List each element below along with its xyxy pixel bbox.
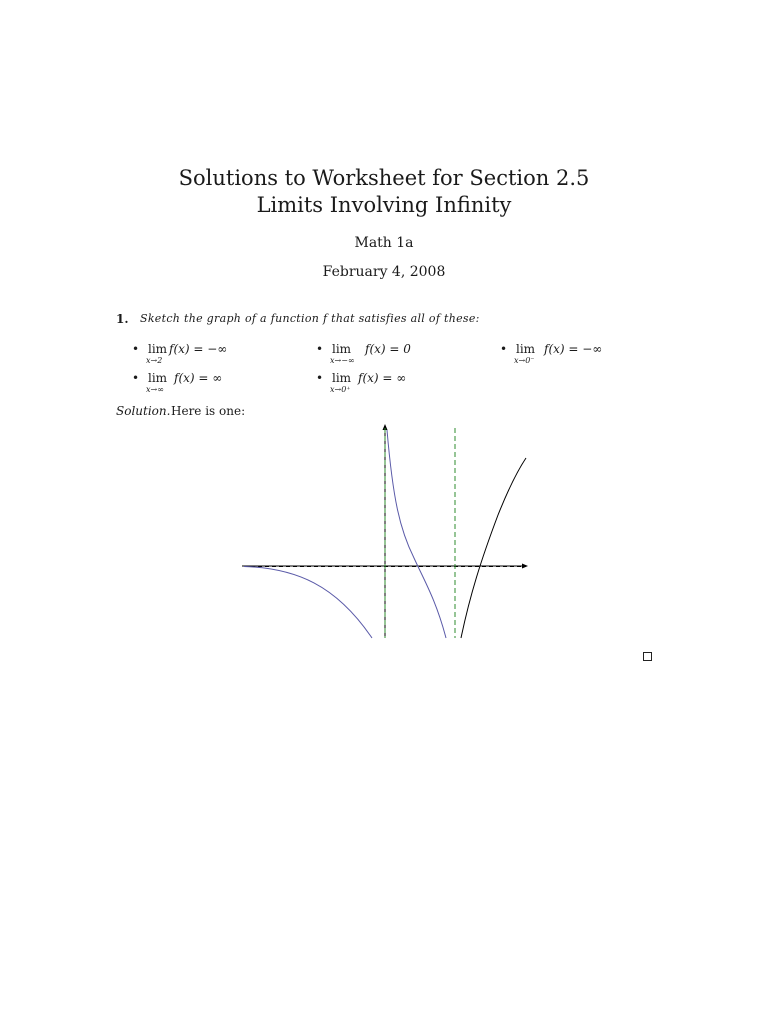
lim-operator: lim (516, 342, 536, 356)
bullet-marker: • (316, 342, 324, 356)
lim-operator: lim (332, 371, 352, 385)
solution-label: Solution. (116, 404, 171, 418)
bullet-marker: • (132, 371, 140, 385)
limit-expression: f(x) = −∞ (544, 342, 603, 356)
document-title: Solutions to Worksheet for Section 2.5 (178, 166, 590, 190)
lim-operator: lim (148, 342, 168, 356)
course-name: Math 1a (354, 235, 414, 251)
problem-number: 1. (116, 312, 129, 326)
document-date: February 4, 2008 (322, 264, 446, 280)
bullet-marker: • (316, 371, 324, 385)
lim-subscript: x→0⁻ (514, 356, 535, 365)
limit-expression: f(x) = 0 (365, 342, 411, 356)
lim-operator: lim (148, 371, 168, 385)
lim-subscript: x→2 (146, 356, 163, 365)
lim-subscript: x→−∞ (330, 356, 355, 365)
function-graph (236, 420, 536, 645)
lim-subscript: x→0⁺ (330, 385, 351, 394)
lim-operator: lim (332, 342, 352, 356)
lim-subscript: x→∞ (146, 385, 164, 394)
qed-symbol (643, 652, 652, 661)
limit-expression: f(x) = ∞ (174, 371, 223, 385)
curve-left-branch (244, 567, 372, 639)
problem-prompt: Sketch the graph of a function f that satisfies all of these: (140, 312, 480, 325)
bullet-marker: • (132, 342, 140, 356)
document-subtitle: Limits Involving Infinity (256, 193, 512, 217)
bullet-marker: • (500, 342, 508, 356)
limit-expression: f(x) = −∞ (169, 342, 228, 356)
limit-expression: f(x) = ∞ (358, 371, 407, 385)
curve-right-branch (461, 458, 526, 638)
curve-middle-branch (387, 430, 446, 638)
solution-text: Here is one: (171, 404, 246, 418)
